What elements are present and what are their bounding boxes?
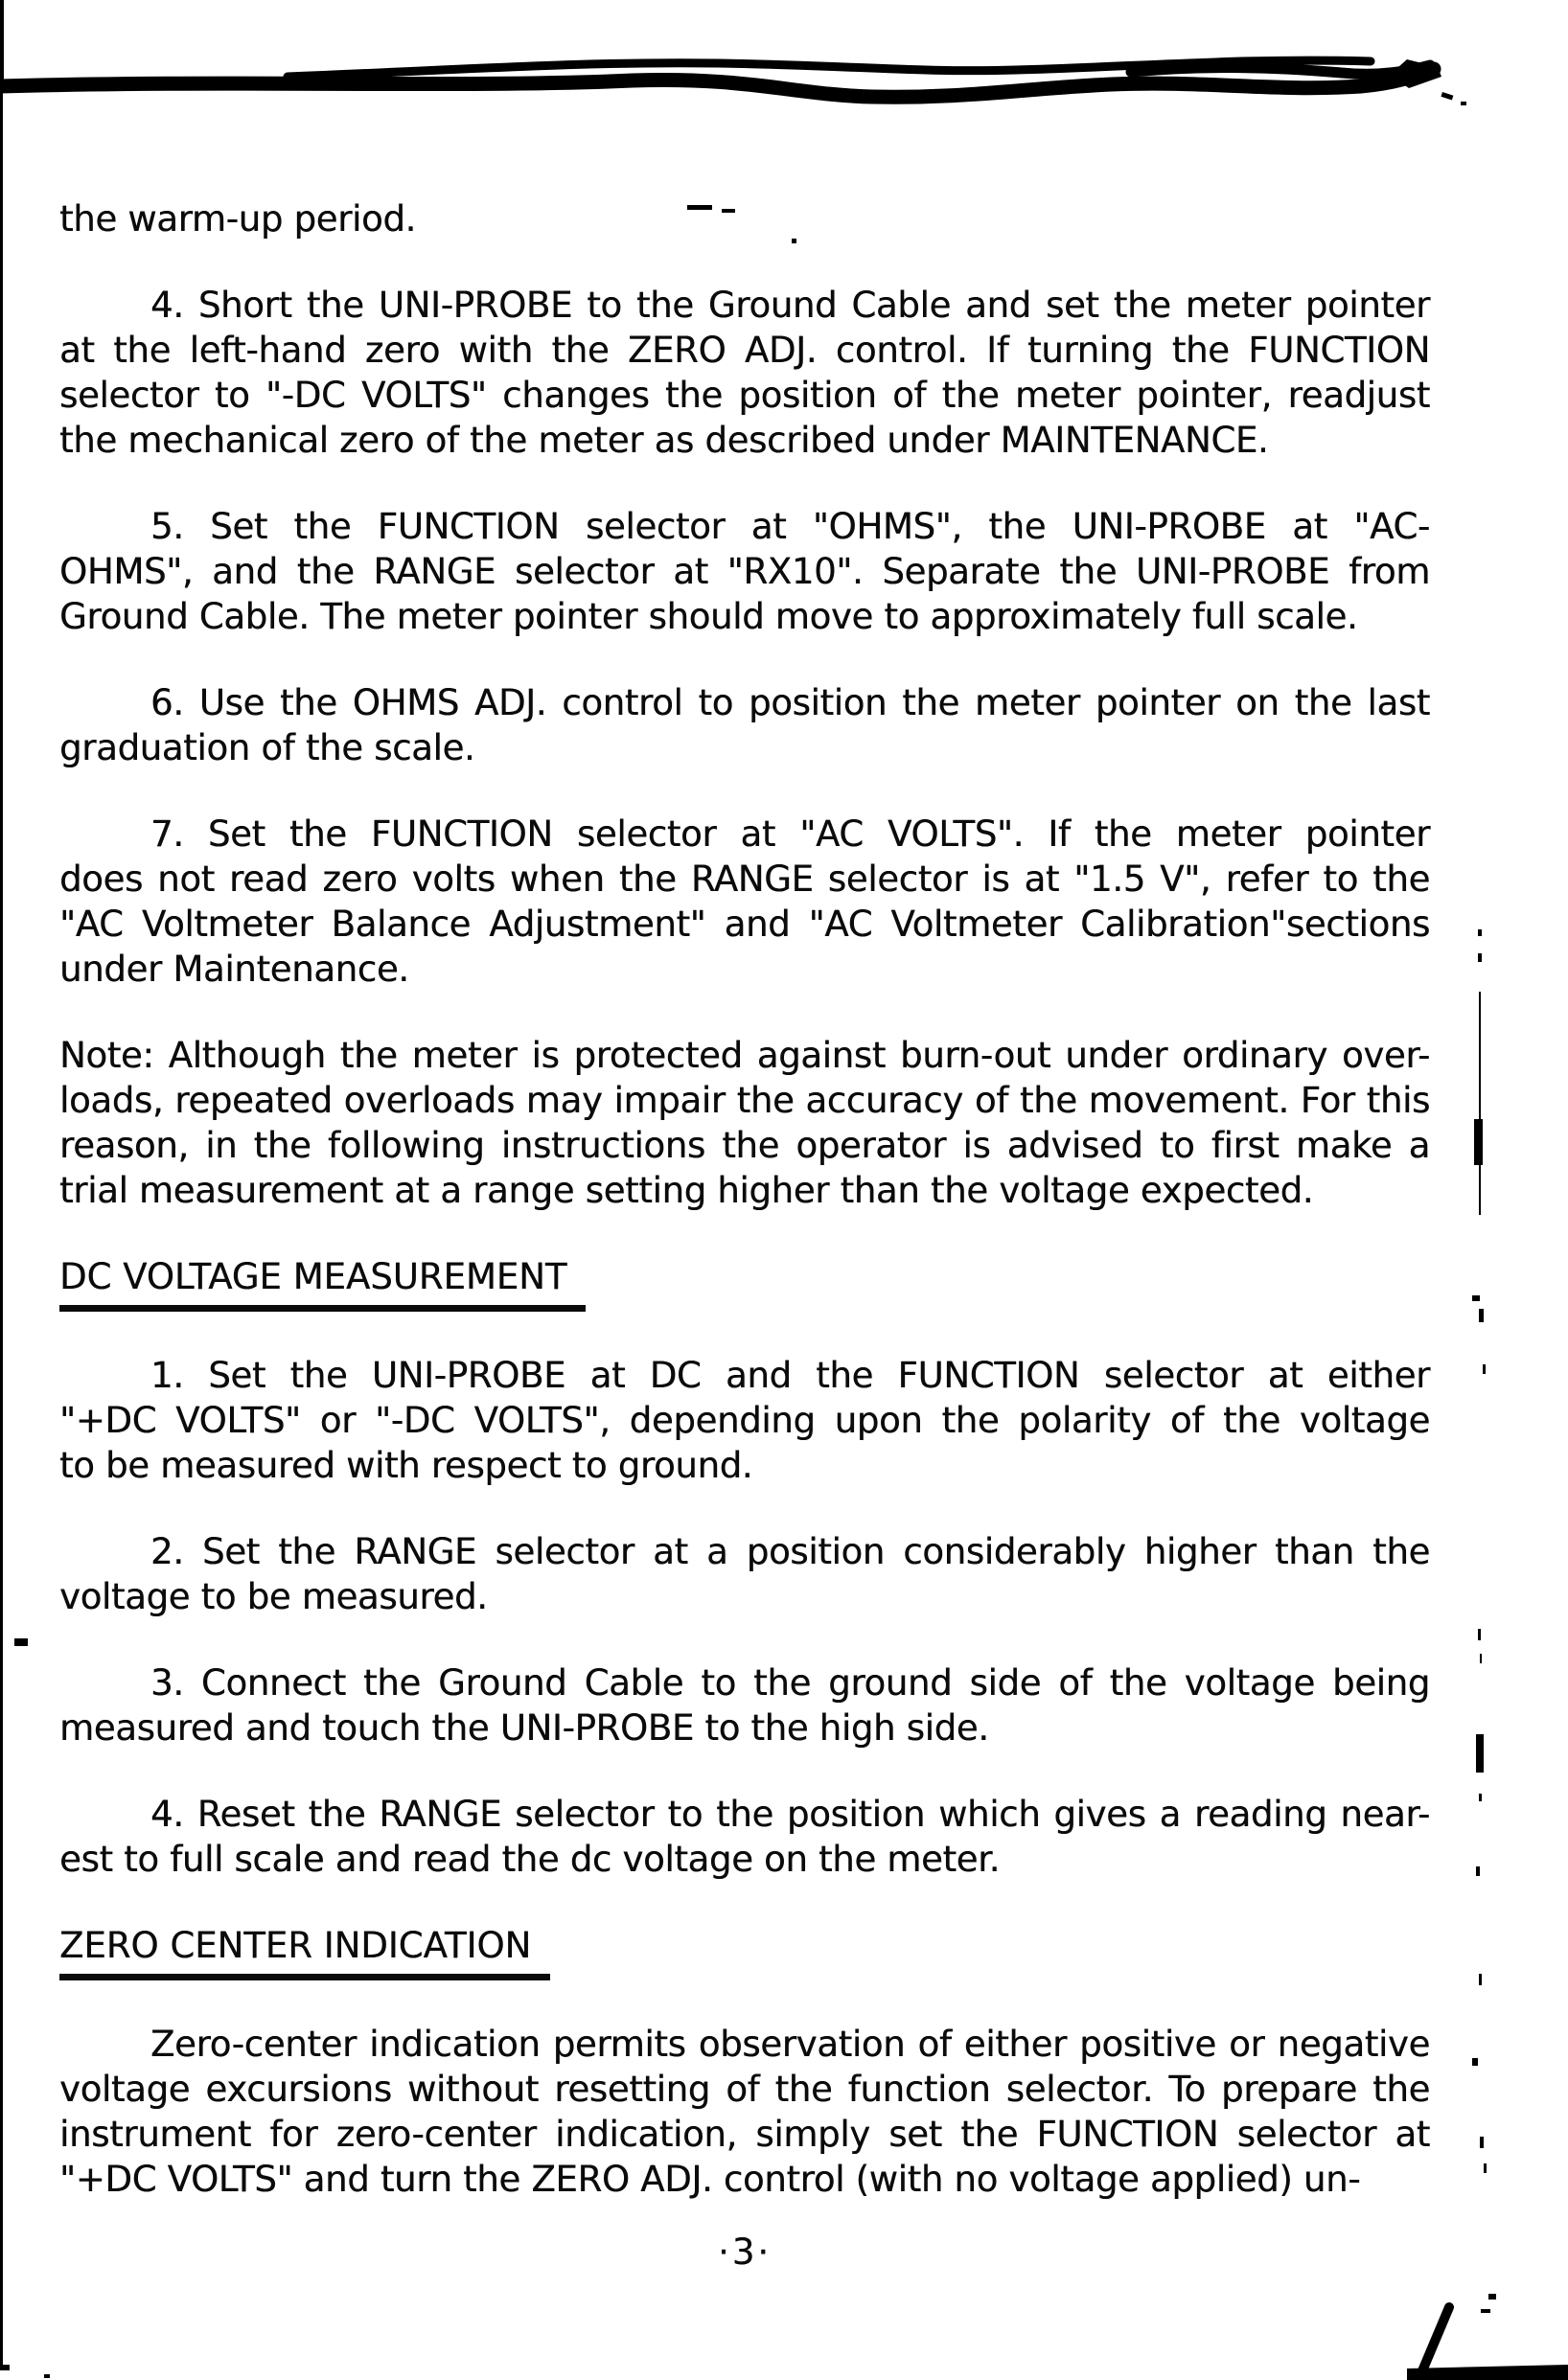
paragraph-step-4-warmup	[59, 283, 1430, 463]
paragraph-dc-step-4	[59, 1792, 1430, 1882]
text-line: loads, repeated overloads may impair the accuracy of the movement. For this	[59, 1080, 1430, 1121]
text-line: the mechanical zero of the meter as described under MAINTENANCE.	[59, 420, 1269, 461]
intro-paragraph-fragment	[59, 196, 1430, 241]
paragraph-step-7-ac-volts	[59, 812, 1430, 992]
text-line: 6. Use the OHMS ADJ. control to position the meter pointer on the last	[150, 682, 1430, 723]
page-number: ·3·	[717, 2231, 772, 2273]
scan-artifact-bottom-corner	[0, 2265, 1568, 2380]
paragraph-step-5-ohms	[59, 504, 1430, 639]
scan-artifact-speck	[1480, 1654, 1482, 1663]
text-line: at the left-hand zero with the ZERO ADJ. control. If turning the FUNCTION	[59, 330, 1430, 371]
scan-artifact-speck	[1478, 953, 1482, 962]
text-line: Note: Although the meter is protected against burn-out under ordinary over-	[59, 1035, 1430, 1076]
paragraph-dc-step-3	[59, 1660, 1430, 1751]
text-line: trial measurement at a range setting higher than the voltage expected.	[59, 1170, 1314, 1211]
paragraph-dc-step-1	[59, 1353, 1430, 1488]
paragraph-zero-center	[59, 2022, 1430, 2202]
section-heading-zero-center-indication	[59, 1923, 1430, 1980]
text-line: est to full scale and read the dc voltage on the meter.	[59, 1839, 1001, 1880]
scan-artifact-speck	[1484, 2163, 1487, 2173]
scan-artifact-speck	[1478, 929, 1482, 936]
scan-artifact-speck	[1483, 1364, 1486, 1374]
scan-artifact-speck	[1472, 1295, 1480, 1301]
scan-artifact-speck	[1479, 1309, 1484, 1322]
text-line: under Maintenance.	[59, 949, 409, 990]
scan-artifact-speck	[1480, 2137, 1484, 2148]
scan-artifact-left-edge	[0, 86, 3, 2367]
scan-artifact-streak	[1474, 1119, 1483, 1165]
text-line: instrument for zero-center indication, simply set the FUNCTION selector at	[59, 2114, 1430, 2155]
paragraph-step-6-ohms-adj	[59, 680, 1430, 770]
text-line: "+DC VOLTS" or "-DC VOLTS", depending upon the polarity of the voltage	[59, 1400, 1430, 1441]
text-line: "+DC VOLTS" and turn the ZERO ADJ. control (with no voltage applied) un-	[59, 2159, 1361, 2200]
page-text-column	[59, 196, 1430, 2275]
text-line: to be measured with respect to ground.	[59, 1445, 753, 1486]
scan-artifact-top-ink-band	[0, 0, 1568, 144]
section-heading-text: ZERO CENTER INDICATION	[59, 1923, 550, 1980]
scan-artifact-speck	[1478, 1629, 1481, 1640]
scan-artifact-speck	[14, 1638, 28, 1646]
text-line: does not read zero volts when the RANGE selector is at "1.5 V", refer to the	[59, 858, 1430, 900]
text-line: 4. Reset the RANGE selector to the position which gives a reading near-	[150, 1794, 1430, 1835]
text-line: Zero-center indication permits observation of either positive or negative	[150, 2024, 1430, 2065]
text-line: "AC Voltmeter Balance Adjustment" and "AC Voltmeter Calibration"sections	[59, 904, 1430, 945]
scan-artifact-speck	[1479, 1794, 1482, 1801]
text-line: voltage to be measured.	[59, 1576, 488, 1617]
section-heading-dc-voltage-measurement	[59, 1254, 1430, 1312]
text-line: voltage excursions without resetting of the function selector. To prepare the	[59, 2069, 1430, 2110]
section-heading-text: DC VOLTAGE MEASUREMENT	[59, 1254, 586, 1312]
scan-artifact-streak	[1476, 1734, 1484, 1773]
text-line: 4. Short the UNI-PROBE to the Ground Cable and set the meter pointer	[150, 285, 1430, 326]
text-line: Ground Cable. The meter pointer should move to approximately full scale.	[59, 596, 1358, 637]
text-line: 7. Set the FUNCTION selector at "AC VOLTS". If the meter pointer	[150, 813, 1430, 855]
text-line: graduation of the scale.	[59, 727, 475, 768]
text-line: measured and touch the UNI-PROBE to the high side.	[59, 1707, 989, 1749]
scan-artifact-speck	[1472, 2058, 1478, 2066]
text-line: selector to "-DC VOLTS" changes the position of the meter pointer, readjust	[59, 375, 1430, 416]
paragraph-dc-step-2	[59, 1529, 1430, 1619]
text-line: 2. Set the RANGE selector at a position considerably higher than the	[150, 1531, 1430, 1572]
text-line: reason, in the following instructions the operator is advised to first make a	[59, 1125, 1430, 1166]
scan-artifact-speck	[1479, 1974, 1482, 1985]
text-line: the warm-up period.	[59, 198, 416, 240]
scan-artifact-streak	[1479, 1165, 1481, 1215]
text-line: 3. Connect the Ground Cable to the ground side of the voltage being	[150, 1662, 1430, 1704]
text-line: OHMS", and the RANGE selector at "RX10". Separate the UNI-PROBE from	[59, 551, 1430, 592]
text-line: 1. Set the UNI-PROBE at DC and the FUNCTION selector at either	[150, 1355, 1430, 1396]
scan-artifact-speck	[1476, 1866, 1480, 1876]
note-paragraph	[59, 1033, 1430, 1213]
text-line: 5. Set the FUNCTION selector at "OHMS", the UNI-PROBE at "AC-	[150, 506, 1430, 547]
